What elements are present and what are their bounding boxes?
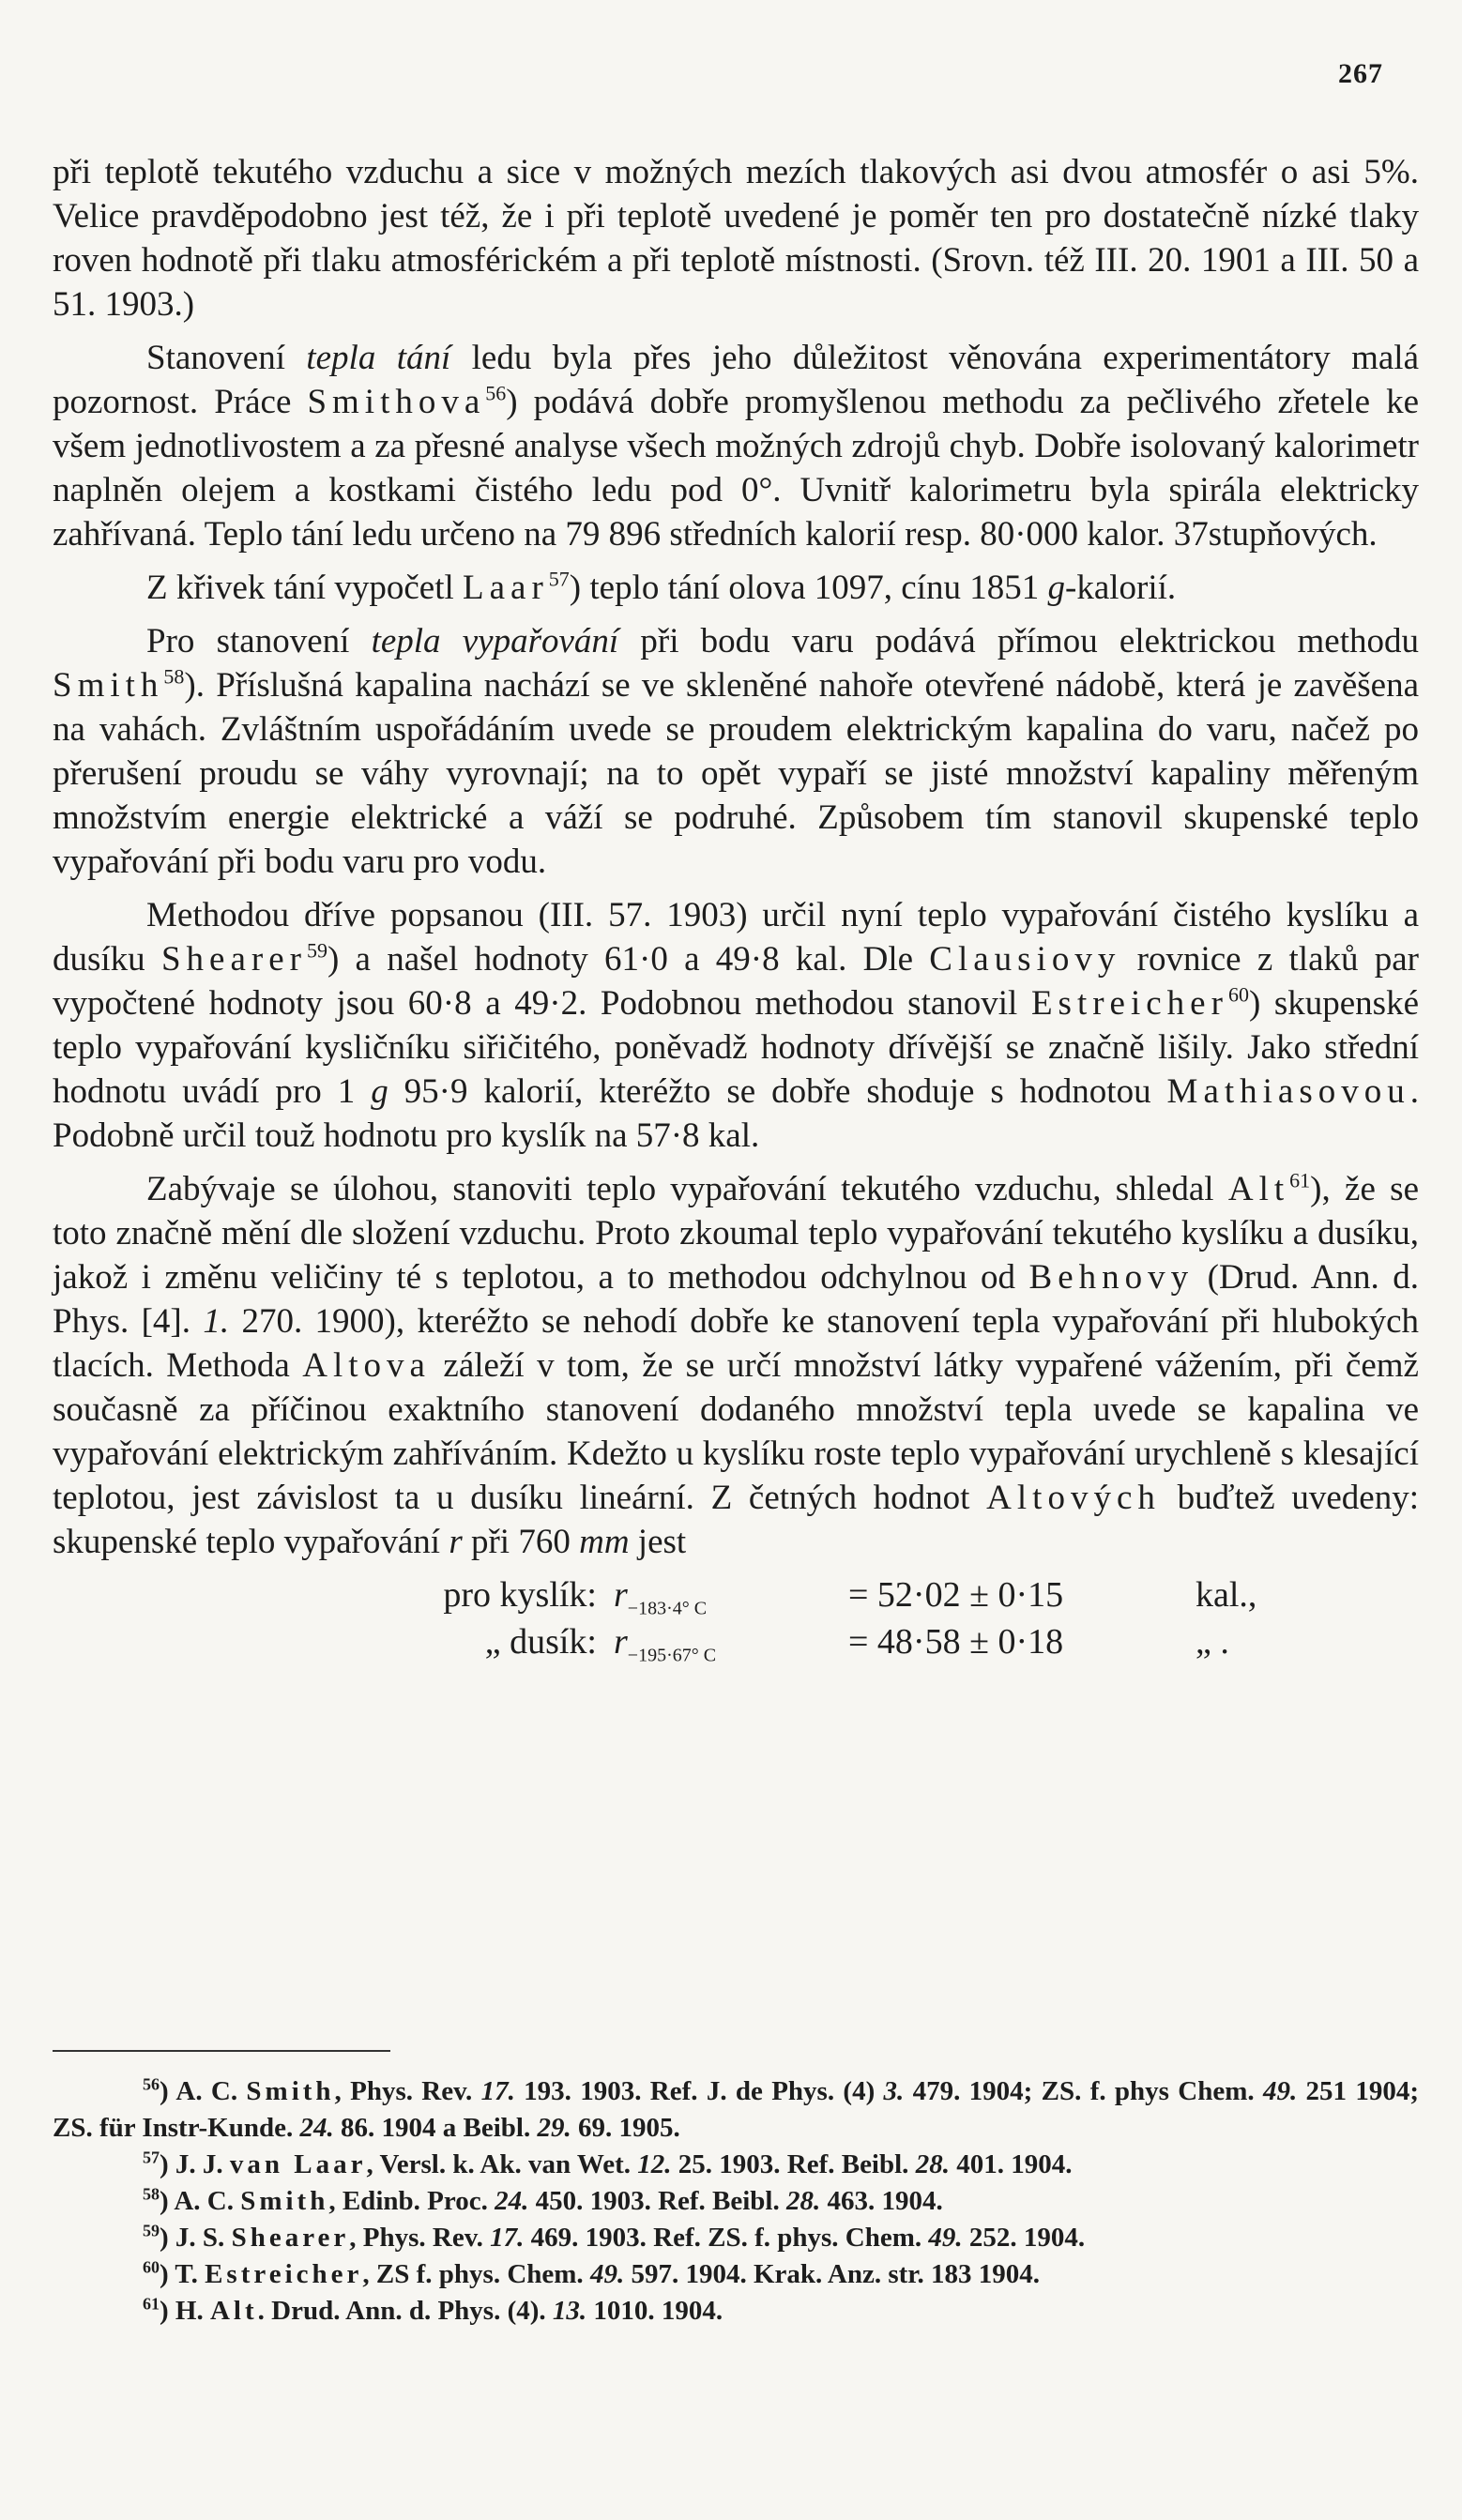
- paragraph-3: Z křivek tání vypočetl Laar$^{57}$) teplo tání olova 1097, cínu 1851 g-kalorií.: [146, 567, 1177, 607]
- footnote-58: $^{58}$) A. C. Smith, Edinb. Proc. 24. 450. 1903. Ref. Beibl. 28. 463. 1904.: [143, 2184, 943, 2216]
- author-name: Alt: [1227, 1170, 1290, 1208]
- paragraph-2: Stanovení tepla tání ledu byla přes jeho důležitost věnována experimentátory malá pozornost. Práce Smithova$^{56}$) podává dobře promyšlenou methodu za pečlivého zřetele ke všem jednotlivostem a za přesné analyse všech možných zdrojů chyb. Dobře isolovaný kalorimetr naplněn olejem a kostkami čistého ledu pod 0°. Uvnitř kalorimetru byla spirála elektricky zahřívaná. Teplo tání ledu určeno na 79 896 středních kalorií resp. 80·000 kalor. 37stupňových.: [53, 339, 1420, 554]
- author-name: Behnovy: [1028, 1258, 1195, 1297]
- formula-value: = 52·02 ± 0·15: [848, 1575, 1064, 1615]
- body-text: [53, 150, 1419, 1667]
- formula-unit: kal.,: [1195, 1575, 1257, 1615]
- formula-label: „ dusík:: [484, 1622, 597, 1662]
- author-name: Smithova: [307, 383, 486, 421]
- footnote-60: $^{60}$) T. Estreicher, ZS f. phys. Chem. 49. 597. 1904. Krak. Anz. str. 183 1904.: [143, 2257, 1040, 2289]
- footnote-ref: 56: [485, 381, 507, 405]
- paragraph-1: při teplotě tekutého vzduchu a sice v možných mezích tlakových asi dvou atmosfér o asi 5%. Velice pravděpodobno jest též, že i při teplotě uvedené je poměr ten pro dostatečně nízké tlaky roven hodnotě při tlaku atmosférickém a při teplotě místnosti. (Srovn. též III. 20. 1901 a III. 50 a 51. 1903.): [53, 153, 1419, 324]
- footnote-61: $^{61}$) H. Alt. Drud. Ann. d. Phys. (4). 13. 1010. 1904.: [143, 2294, 723, 2326]
- author-name: Laar: [463, 569, 549, 607]
- author-name: Clausiovy: [929, 940, 1121, 979]
- author-name: Smith: [53, 666, 164, 705]
- formula-nitrogen: [53, 1620, 1419, 1667]
- formula-label: pro kyslík:: [443, 1575, 597, 1615]
- footnote-ref: 59: [306, 938, 327, 963]
- formula-oxygen: [53, 1573, 1419, 1620]
- author-name: Shearer: [160, 940, 307, 979]
- footnote-56: $^{56}$) A. C. Smith, Phys. Rev. 17. 193. 1903. Ref. J. de Phys. (4) 3. 479. 1904; ZS. f. phys Chem. 49. 251 1904; ZS. für Instr-Kunde. 24. 86. 1904 a Beibl. 29. 69. 1905.: [53, 2074, 1419, 2143]
- footnote-ref: 60: [1227, 982, 1249, 1007]
- formula-block: [53, 1573, 1419, 1667]
- footnote-57: $^{57}$) J. J. van Laar, Versl. k. Ak. van Wet. 12. 25. 1903. Ref. Beibl. 28. 401. 1904.: [143, 2148, 1073, 2179]
- paragraph-5: Methodou dříve popsanou (III. 57. 1903) určil nyní teplo vypařování čistého kyslíku a dusíku Shearer$^{59}$) a našel hodnoty 61·0 a 49·8 kal. Dle Clausiovy rovnice z tlaků par vypočtené hodnoty jsou 60·8 a 49·2. Podobnou methodou stanovil Estreicher$^{60}$) skupenské teplo vypařování kysličníku siřičitého, poněvadž hodnoty dřívější se značně lišily. Jako střední hodnotu uvádí pro 1 g 95·9 kalorií, kteréžto se dobře shoduje s hodnotou Mathiasovou. Podobně určil touž hodnotu pro kyslík na 57·8 kal.: [53, 896, 1420, 1155]
- author-name: Altových: [986, 1479, 1161, 1517]
- paragraph-6: Zabývaje se úlohou, stanoviti teplo vypařování tekutého vzduchu, shledal Alt$^{61}$), že se toto značně mění dle složení vzduchu. Proto zkoumal teplo vypařování tekutého kyslíku a dusíku, jakož i změnu veličiny té s teplotou, a to methodou odchylnou od Behnovy (Drud. Ann. d. Phys. [4]. 1. 270. 1900), kteréžto se nehodí dobře ke stanovení tepla vypařování při hlubokých tlacích. Methoda Altova záleží v tom, že se určí množství látky vypařené vážením, při čemž současně za příčinou exaktního stanovení dodaného množství tepla uvede se kapalina ve vypařování elektrickým zahříváním. Kdežto u kyslíku roste teplo vypařování urychleně s klesající teplotou, jest závislost ta u dusíku lineární. Z četných hodnot Altových buďtež uvedeny: skupenské teplo vypařování r při 760 mm jest: [53, 1168, 1419, 1561]
- footnote-59: $^{59}$) J. S. Shearer, Phys. Rev. 17. 469. 1903. Ref. ZS. f. phys. Chem. 49. 252. 1904.: [143, 2221, 1086, 2253]
- author-name: Altova: [302, 1346, 431, 1385]
- formula-value: = 48·58 ± 0·18: [848, 1622, 1064, 1662]
- footnote-ref: 57: [548, 567, 570, 591]
- author-name: Estreicher: [1030, 984, 1228, 1023]
- footnotes: [53, 2073, 1419, 2330]
- footnote-ref: 58: [163, 664, 185, 689]
- paragraph-4: Pro stanovení tepla vypařování při bodu varu podává přímou elektrickou methodu Smith$^{58}$). Příslušná kapalina nachází se ve skleněné nahoře otevřené nádobě, která je zavěšena na vahách. Zvláštním uspořádáním uvede se proudem elektrickým kapalina do varu, načež po přerušení proudu se váhy vyrovnají; na to opět vypaří se jisté množství kapaliny měřeným množstvím energie elektrické a váží se podruhé. Způsobem tím stanovil skupenské teplo vypařování při bodu varu pro vodu.: [53, 622, 1419, 881]
- formula-symbol: $r_{-195\cdot 67^\circ C}$: [614, 1622, 717, 1666]
- footnote-divider: [53, 2050, 390, 2052]
- page-number: 267: [1338, 58, 1383, 89]
- footnote-ref: 61: [1289, 1168, 1311, 1192]
- formula-unit: „ .: [1195, 1622, 1229, 1662]
- author-name: Mathiasovou: [1166, 1072, 1410, 1111]
- formula-symbol: $r_{-183\cdot 4^\circ C}$: [614, 1575, 708, 1619]
